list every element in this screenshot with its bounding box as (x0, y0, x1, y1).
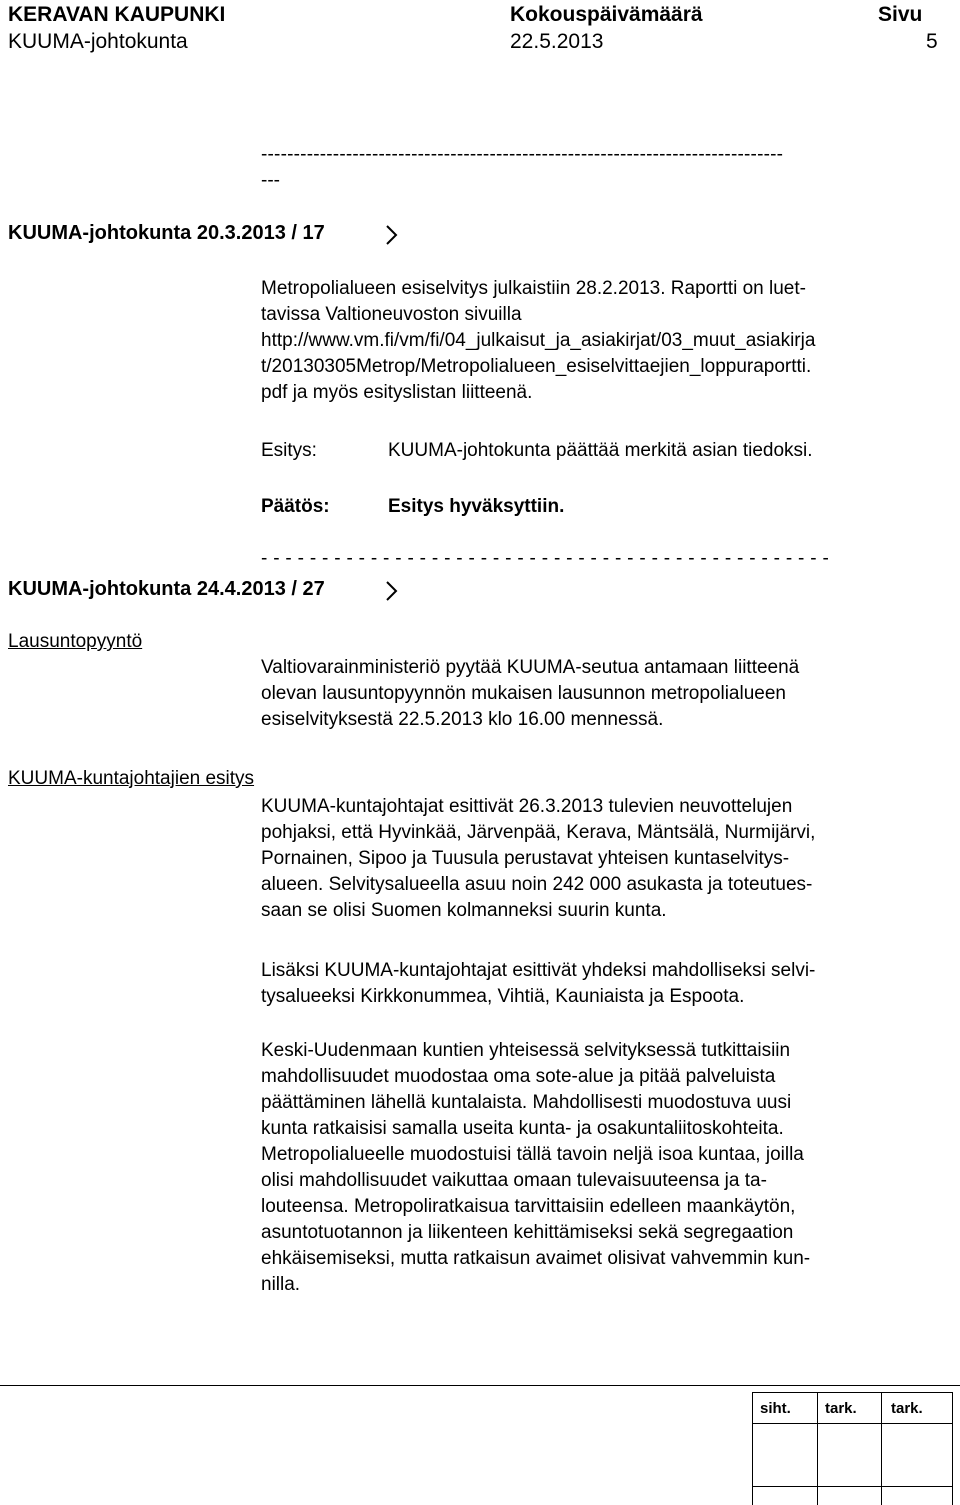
chevron-right-icon (384, 224, 398, 246)
section1-paragraph (261, 276, 815, 406)
paatos-text: Esitys hyväksyttiin. (388, 496, 565, 517)
separator-line-cont: --- (261, 170, 280, 191)
paragraph-line: tavissa Valtioneuvoston sivuilla (261, 304, 522, 325)
paragraph-line: olisi mahdollisuudet vaikuttaa omaan tulevaisuuteensa ja ta- (261, 1170, 767, 1191)
section3-paragraph-2 (261, 958, 815, 1010)
paatos-label: Päätös: (261, 496, 330, 517)
footer-label-tark: tark. (825, 1400, 857, 1417)
meeting-date: 22.5.2013 (510, 30, 604, 53)
paragraph-line: saan se olisi Suomen kolmanneksi suurin kunta. (261, 900, 667, 921)
signature-header-row (752, 1392, 953, 1424)
paragraph-line: Metropolialueen esiselvitys julkaistiin 28.2.2013. Raportti on luet- (261, 278, 806, 299)
paragraph-line: kunta ratkaisisi samalla useita kunta- ja osakuntaliitoskohteita. (261, 1118, 784, 1139)
signature-box-tark-2 (881, 1486, 953, 1505)
footer-label-siht: siht. (760, 1400, 791, 1417)
paragraph-line: Pornainen, Sipoo ja Tuusula perustavat yhteisen kuntaselvitys- (261, 848, 790, 869)
footer-rule (0, 1385, 960, 1386)
subheading-lausuntopyynto: Lausuntopyyntö (8, 631, 143, 652)
paragraph-line: tysalueeksi Kirkkonummea, Vihtiä, Kauniaista ja Espoota. (261, 986, 745, 1007)
footer-label-tark: tark. (891, 1400, 923, 1417)
esitys-text: KUUMA-johtokunta päättää merkitä asian tiedoksi. (388, 440, 813, 461)
page-label: Sivu (878, 3, 923, 26)
section-heading-24-4-2013: KUUMA-johtokunta 24.4.2013 / 27 (8, 578, 325, 600)
body-name: KUUMA-johtokunta (8, 30, 188, 53)
section3-paragraph-1 (261, 794, 815, 924)
paragraph-line: asuntotuotannon ja liikenteen kehittämiseksi sekä segregaation (261, 1222, 794, 1243)
section-heading-20-3-2013: KUUMA-johtokunta 20.3.2013 / 17 (8, 222, 325, 244)
subheading-kuntajohtajien-esitys: KUUMA-kuntajohtajien esitys (8, 768, 255, 789)
paragraph-line: mahdollisuudet muodostaa oma sote-alue ja pitää palveluista (261, 1066, 776, 1087)
org-name: KERAVAN KAUPUNKI (8, 3, 226, 26)
paragraph-line: ehkäisemiseksi, mutta ratkaisun avaimet olisivat vahvemmin kun- (261, 1248, 811, 1269)
section2-paragraph (261, 655, 799, 733)
page-number: 5 (926, 30, 938, 53)
paragraph-line: t/20130305Metrop/Metropolialueen_esiselvittaejien_loppuraportti. (261, 356, 812, 377)
separator-dashed: - - - - - - - - - - - - - - - - - - - - - - - - - - - - - - - - - - - - - - - - - - - - - - - (261, 548, 830, 569)
signature-area (752, 1424, 953, 1486)
paragraph-line: Lisäksi KUUMA-kuntajohtajat esittivät yhdeksi mahdolliseksi selvi- (261, 960, 816, 981)
chevron-right-icon (384, 580, 398, 602)
paragraph-line: KUUMA-kuntajohtajat esittivät 26.3.2013 tulevien neuvottelujen (261, 796, 793, 817)
paragraph-line: nilla. (261, 1274, 301, 1295)
paragraph-line: http://www.vm.fi/vm/fi/04_julkaisut_ja_asiakirjat/03_muut_asiakirja (261, 330, 816, 351)
esitys-label: Esitys: (261, 440, 317, 461)
paragraph-line: päättäminen lähellä kuntalaista. Mahdollisesti muodostuva uusi (261, 1092, 792, 1113)
signature-box-siht (752, 1486, 818, 1505)
section3-paragraph-3 (261, 1038, 810, 1298)
separator-line: -------------------------------------------------------------------------------- (261, 144, 784, 165)
paragraph-line: Keski-Uudenmaan kuntien yhteisessä selvityksessä tutkittaisiin (261, 1040, 791, 1061)
paragraph-line: louteensa. Metropoliratkaisua tarvittaisiin edelleen maankäytön, (261, 1196, 796, 1217)
paragraph-line: Valtiovarainministeriö pyytää KUUMA-seutua antamaan liitteenä (261, 657, 800, 678)
paragraph-line: pdf ja myös esityslistan liitteenä. (261, 382, 533, 403)
paragraph-line: pohjaksi, että Hyvinkää, Järvenpää, Kerava, Mäntsälä, Nurmijärvi, (261, 822, 816, 843)
paragraph-line: Metropolialueelle muodostuisi tällä tavoin neljä isoa kuntaa, joilla (261, 1144, 804, 1165)
paragraph-line: alueen. Selvitysalueella asuu noin 242 000 asukasta ja toteutues- (261, 874, 813, 895)
paragraph-line: esiselvityksestä 22.5.2013 klo 16.00 mennessä. (261, 709, 664, 730)
date-label: Kokouspäivämäärä (510, 3, 703, 26)
paragraph-line: olevan lausuntopyynnön mukaisen lausunnon metropolialueen (261, 683, 786, 704)
signature-box-tark-1 (817, 1486, 882, 1505)
